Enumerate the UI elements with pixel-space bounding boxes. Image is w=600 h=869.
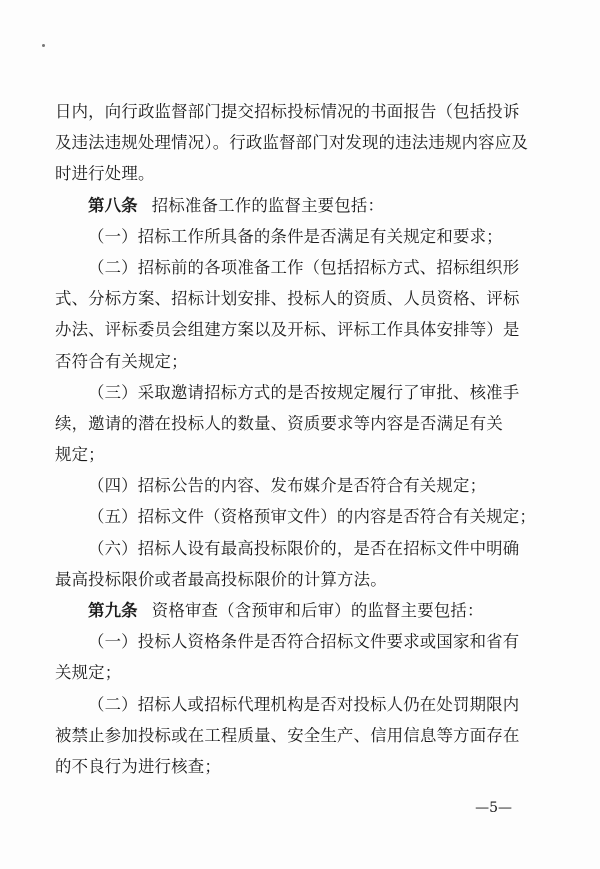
paragraph-line: 及违法违规处理情况）。行政监督部门对发现的违法违规内容应及 xyxy=(55,133,528,153)
paragraph-line: 办法、评标委员会组建方案以及开标、评标工作具体安排等）是 xyxy=(55,320,520,340)
paragraph-line: 日内，向行政监督部门提交招标投标情况的书面报告（包括投诉 xyxy=(55,102,520,121)
paragraph-line: 式、分标方案、招标计划安排、投标人的资质、人员资格、评标 xyxy=(55,289,520,309)
article-8-line xyxy=(55,190,547,221)
paragraph-line: （一）招标工作所具备的条件是否满足有关规定和要求； xyxy=(88,226,503,246)
paragraph-line: （五）招标文件（资格预审文件）的内容是否符合有关规定； xyxy=(88,507,536,527)
paragraph-line: 的不良行为进行核查； xyxy=(55,756,221,776)
paragraph-line: 时进行处理。 xyxy=(55,164,155,184)
paragraph-line: （四）招标公告的内容、发布媒介是否符合有关规定； xyxy=(88,476,487,496)
paragraph-line: 最高投标限价或者最高投标限价的计算方法。 xyxy=(55,569,387,589)
paragraph-line: 否符合有关规定； xyxy=(55,351,188,371)
paragraph-line: 关规定； xyxy=(55,663,122,683)
paragraph-line: 续，邀请的潜在投标人的数量、资质要求等内容是否满足有关 xyxy=(55,413,503,433)
paragraph-line: （二）招标人或招标代理机构是否对投标人仍在处罚期限内 xyxy=(88,694,520,714)
page-number: —5— xyxy=(475,800,512,816)
scan-mark xyxy=(42,44,45,47)
article-8-heading: 第八条 xyxy=(88,195,138,215)
paragraph-line: （一）投标人资格条件是否符合招标文件要求或国家和省有 xyxy=(88,632,520,652)
article-9-line xyxy=(55,595,547,626)
article-9-heading: 第九条 xyxy=(88,601,138,620)
paragraph-line: （六）招标人设有最高投标限价的，是否在招标文件中明确 xyxy=(88,538,520,558)
paragraph-line: （三）采取邀请招标方式的是否按规定履行了审批、核准手 xyxy=(88,382,520,402)
article-9-title: 资格审查（含预审和后审）的监督主要包括： xyxy=(151,601,484,620)
paragraph-line: 规定； xyxy=(55,445,105,465)
document-body xyxy=(55,96,547,782)
article-8-title: 招标准备工作的监督主要包括： xyxy=(151,195,385,215)
paragraph-line: 被禁止参加投标或在工程质量、安全生产、信用信息等方面存在 xyxy=(55,725,520,745)
paragraph-line: （二）招标前的各项准备工作（包括招标方式、招标组织形 xyxy=(88,257,520,277)
